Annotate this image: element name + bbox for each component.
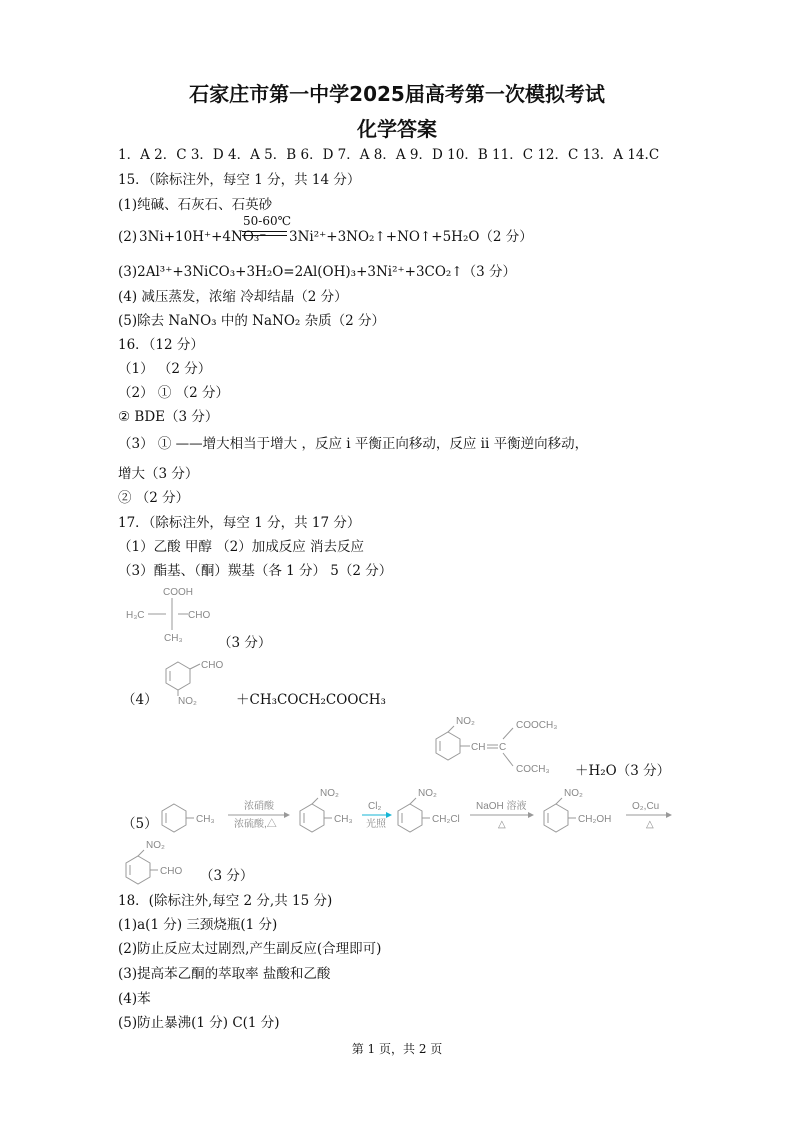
q15-header: 15．（除标注外，每空 1 分，共 14 分）: [118, 172, 361, 188]
q15-part2-right: 3Ni²⁺+3NO₂↑+NO↑+5H₂O（2 分）: [289, 229, 533, 245]
q18-part2: (2)防止反应太过剧烈,产生副反应(合理即可): [118, 941, 382, 957]
q16-part3a: （3） ① ——增大相当于增大 ，反应 i 平衡正向移动，反应 ii 平衡逆向移动，: [118, 436, 589, 452]
arrow1-top: 浓硝酸: [244, 801, 274, 812]
q16-part3b: 增大（3 分）: [118, 466, 199, 482]
arrow4-bottom: △: [646, 819, 654, 830]
q17-part4-score: ＋H₂O（3 分）: [575, 763, 671, 779]
structure-knoevenagel-product: [430, 712, 570, 778]
label-ch2oh: CH₂OH: [578, 814, 612, 825]
arrow3-bottom: △: [498, 819, 506, 830]
q16-header: 16．（12 分）: [118, 337, 204, 353]
label-ch2cl: CH₂Cl: [432, 814, 460, 825]
arrow4-top: O₂,Cu: [632, 801, 660, 812]
arrow2-top: Cl₂: [368, 801, 382, 812]
q15-part2-left: 3Ni+10H⁺+4NO₃⁻: [139, 229, 267, 245]
page-subtitle: 化学答案: [357, 117, 437, 141]
q17-header: 17．（除标注外，每空 1 分，共 17 分）: [118, 515, 361, 531]
q15-part2-prefix: (2): [118, 229, 138, 245]
label-ch3: CH₃: [164, 633, 183, 644]
page-footer: 第 1 页，共 2 页: [351, 1042, 443, 1056]
q17-part4-reagent: ＋CH₃COCH₂COOCH₃: [236, 692, 386, 708]
q18-part3: (3)提高苯乙酮的萃取率 盐酸和乙酸: [118, 966, 331, 982]
label-cooh: COOH: [163, 587, 193, 598]
label-c: C: [499, 742, 507, 753]
label-cooch3: COOCH₃: [516, 720, 558, 731]
label-no2-5: NO₂: [564, 788, 583, 799]
q18-part5: (5)防止暴沸(1 分) C(1 分): [118, 1015, 280, 1031]
q17-part4-label: （4）: [122, 692, 158, 708]
arrow2-bottom: 光照: [366, 819, 386, 830]
label-h3c: H₃C: [126, 610, 145, 621]
label-ch3-3: CH₃: [334, 814, 353, 825]
q15-part3: (3)2Al³⁺+3NiCO₃+3H₂O=2Al(OH)₃+3Ni²⁺+3CO₂↑（3 分）: [118, 264, 517, 280]
q15-part4: (4) 减压蒸发，浓缩 冷却结晶（2 分）: [118, 289, 348, 305]
label-no2-3: NO₂: [320, 788, 339, 799]
q16-part3c: ② （2 分）: [118, 490, 190, 506]
label-cho-2: CHO: [201, 660, 224, 671]
q15-part2-condition: 50-60℃: [243, 214, 292, 228]
q18-part4: (4)苯: [118, 991, 151, 1007]
label-no2-1: NO₂: [178, 696, 197, 706]
label-ch: CH: [471, 742, 486, 753]
q16-part2a: （2） ① （2 分）: [118, 385, 230, 401]
mc-answers: 1．A 2．C 3．D 4．A 5．B 6．D 7．A 8．A 9．D 10．B 11．C 12．C 13．A 14.C: [118, 147, 660, 163]
q18-header: 18．(除标注外,每空 2 分,共 15 分): [118, 893, 333, 909]
q17-part1: （1）乙酸 甲醇 （2）加成反应 消去反应: [118, 539, 365, 555]
structure-nitrobenzaldehyde: [160, 654, 240, 706]
label-no2-6: NO₂: [146, 840, 165, 851]
q17-part3: （3）酯基、（酮）羰基（各 1 分） 5（2 分）: [118, 563, 393, 579]
q17-part5-score: （3 分）: [200, 868, 254, 884]
label-cho-3: CHO: [160, 866, 183, 877]
q15-part5: (5)除去 NaNO₃ 中的 NaNO₂ 杂质（2 分）: [118, 313, 385, 329]
q16-part1: （1） （2 分）: [118, 361, 212, 377]
q16-part2b: ② BDE（3 分）: [118, 409, 219, 425]
q17-struct-score: （3 分）: [218, 635, 272, 651]
arrow3-top: NaOH 溶液: [476, 801, 527, 812]
structure-final-aldehyde: [122, 836, 202, 886]
label-ch3-2: CH₃: [196, 814, 215, 825]
q18-part1: (1)a(1 分) 三颈烧瓶(1 分): [118, 917, 278, 933]
arrow1-bottom: 浓硫酸,△: [234, 819, 277, 830]
label-cho: CHO: [188, 610, 211, 621]
label-coch3: COCH₃: [516, 764, 550, 775]
label-no2-4: NO₂: [418, 788, 437, 799]
page-title: 石家庄市第一中学2025届高考第一次模拟考试: [189, 82, 605, 106]
q15-part1: (1)纯碱、石灰石、石英砂: [118, 197, 273, 213]
equal-sign-bar: [242, 231, 287, 236]
label-no2-2: NO₂: [456, 716, 475, 727]
synthesis-route: [158, 782, 678, 834]
q17-part5-label: （5）: [122, 816, 158, 832]
